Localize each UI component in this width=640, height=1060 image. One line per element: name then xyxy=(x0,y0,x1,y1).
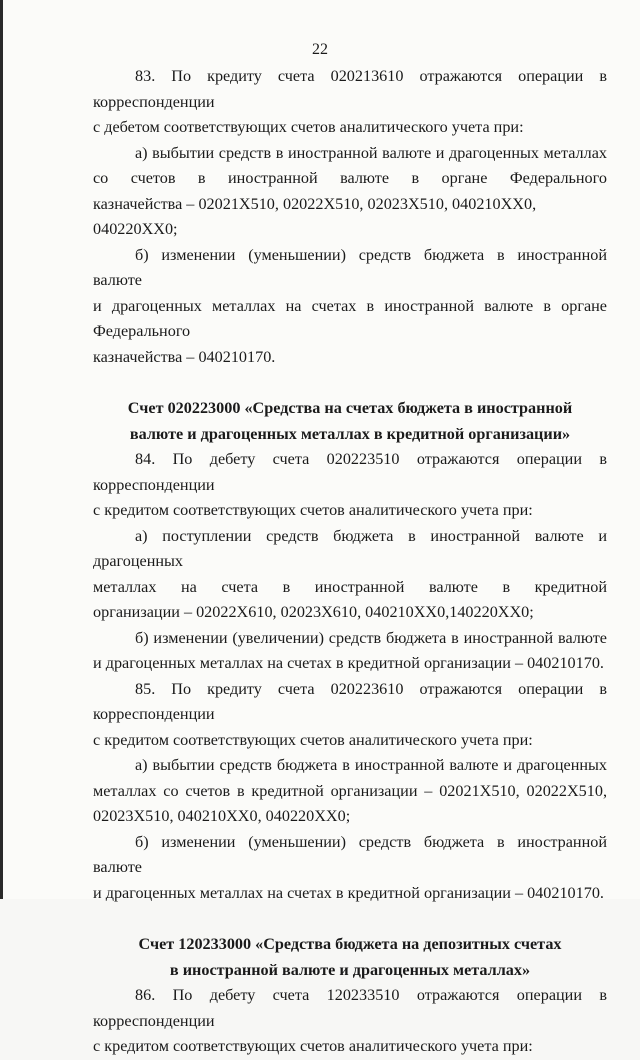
heading-line: Счет 120233000 «Средства бюджета на депозитных счетах xyxy=(138,935,562,953)
paragraph-line: металлах на счета в иностранной валюте в кредитной xyxy=(93,577,607,596)
paragraph xyxy=(93,524,607,626)
paragraph-line: со счетов в иностранной валюте в органе Федерального xyxy=(93,169,607,187)
paragraph xyxy=(93,753,607,830)
paragraph xyxy=(93,983,607,1060)
paragraph-line: и драгоценных металлах на счетах в кредитной организации – 040210170. xyxy=(93,654,604,672)
paragraph-line: 83. По кредиту счета 020213610 отражаются операции в корреспонденции xyxy=(93,67,607,111)
paragraph xyxy=(93,64,607,141)
paragraph-line: а) выбытии средств бюджета в иностранной валюте и драгоценных xyxy=(135,756,607,774)
section-heading xyxy=(93,932,607,983)
paragraph-line: металлах со счетов в кредитной организации – 02021Х510, 02022Х510, xyxy=(93,781,607,800)
paragraph xyxy=(93,677,607,754)
paragraph-line: 84. По дебету счета 020223510 отражаются операции в корреспонденции xyxy=(93,450,607,494)
paragraph xyxy=(93,626,607,677)
paragraph-line: б) изменении (уменьшении) средств бюджета в иностранной валюте xyxy=(93,832,607,876)
heading-line: в иностранной валюте и драгоценных металлах» xyxy=(169,960,531,979)
paragraph-line: с кредитом соответствующих счетов аналитического учета при: xyxy=(93,501,533,519)
paragraph-line: и драгоценных металлах на счетах в иностранной валюте в органе Федерального xyxy=(93,296,607,340)
paragraph xyxy=(93,141,607,243)
paragraph-line: организации – 02022Х610, 02023Х610, 040210ХХ0,140220ХХ0; xyxy=(93,603,534,621)
paragraph-line: а) поступлении средств бюджета в иностранной валюте и драгоценных xyxy=(93,526,607,570)
page-number: 22 xyxy=(312,41,328,58)
paragraph-line: с дебетом соответствующих счетов аналитического учета при: xyxy=(93,118,524,136)
document-body xyxy=(93,64,607,1060)
paragraph-line: с кредитом соответствующих счетов аналитического учета при: xyxy=(93,730,533,749)
paragraph-line: казначейства – 040210170. xyxy=(93,347,276,366)
paragraph xyxy=(93,447,607,524)
paragraph-line: 02023Х510, 040210ХХ0, 040220ХХ0; xyxy=(93,807,351,825)
paragraph-line: казначейства – 02021Х510, 02022Х510, 02023Х510, 040210ХХ0, 040220ХХ0; xyxy=(93,194,537,238)
paragraph-line: а) выбытии средств в иностранной валюте и драгоценных металлах xyxy=(135,143,607,162)
paragraph-line: с кредитом соответствующих счетов аналитического учета при: xyxy=(93,1037,533,1055)
paragraph xyxy=(93,243,607,371)
section-heading xyxy=(93,396,607,447)
paragraph-line: б) изменении (увеличении) средств бюджета в иностранной валюте xyxy=(135,628,607,647)
heading-line: Счет 020223000 «Средства на счетах бюджета в иностранной xyxy=(127,399,573,417)
section-gap xyxy=(93,906,607,932)
heading-line: валюте и драгоценных металлах в кредитной организации» xyxy=(129,424,571,443)
paragraph-line: 86. По дебету счета 120233510 отражаются операции в корреспонденции xyxy=(93,986,607,1030)
section-gap xyxy=(93,370,607,396)
paragraph-line: и драгоценных металлах на счетах в кредитной организации – 040210170. xyxy=(93,883,604,902)
paragraph-line: б) изменении (уменьшении) средств бюджета в иностранной валюте xyxy=(93,245,607,289)
paragraph-line: 85. По кредиту счета 020223610 отражаются операции в корреспонденции xyxy=(93,679,607,723)
scan-edge xyxy=(0,0,3,899)
paragraph xyxy=(93,830,607,907)
